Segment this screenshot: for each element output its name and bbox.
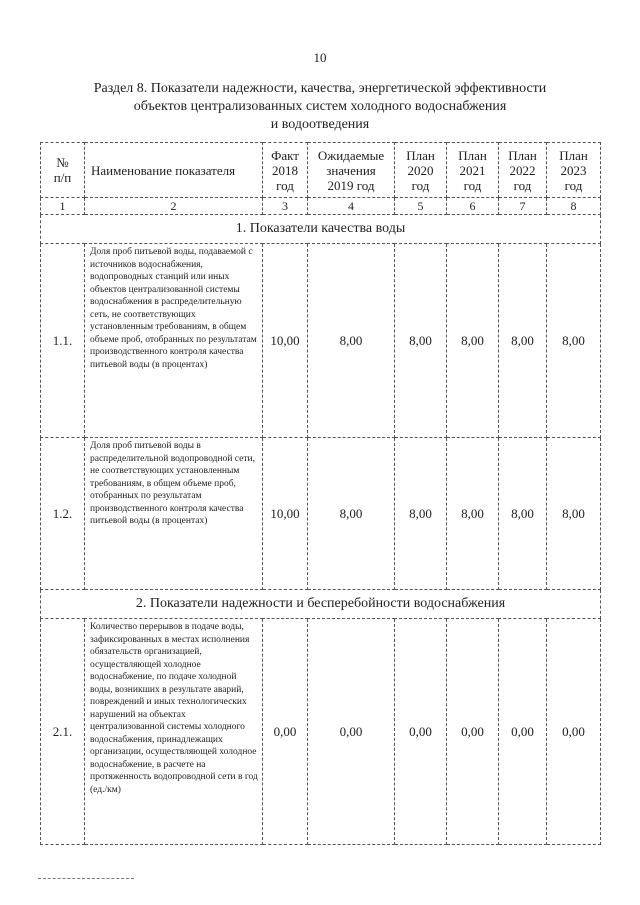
header-row	[41, 143, 601, 198]
section-title: 2. Показатели надежности и бесперебойности водоснабжения	[41, 590, 601, 619]
value-cell: 10,00	[263, 438, 308, 590]
column-number: 5	[395, 198, 447, 215]
value-cell: 8,00	[395, 438, 447, 590]
column-number: 3	[263, 198, 308, 215]
value-cell: 0,00	[263, 619, 308, 845]
column-number: 2	[85, 198, 263, 215]
value-cell: 0,00	[447, 619, 499, 845]
header-expected-2019: Ожидаемые значения 2019 год	[308, 143, 395, 198]
row-number: 1.1.	[41, 244, 85, 438]
section-header-row	[41, 590, 601, 619]
header-plan-2022: План 2022 год	[499, 143, 547, 198]
value-cell: 8,00	[447, 244, 499, 438]
value-cell: 10,00	[263, 244, 308, 438]
column-number: 8	[547, 198, 601, 215]
section-title: 1. Показатели качества воды	[41, 215, 601, 244]
header-plan-2021: План 2021 год	[447, 143, 499, 198]
row-number: 1.2.	[41, 438, 85, 590]
page-number: 10	[313, 50, 327, 65]
value-cell: 0,00	[499, 619, 547, 845]
indicator-name: Доля проб питьевой воды, подаваемой с источников водоснабжения, водопроводных станций или иных объектов централизованной системы водоснабжения в распределительную сеть, не соответствующих установленным требованиям, в общем объеме проб, отобранных по результатам производственного контроля качества питьевой воды (в процентах)	[85, 244, 263, 438]
indicators-table	[40, 142, 601, 845]
value-cell: 8,00	[308, 438, 395, 590]
column-number: 4	[308, 198, 395, 215]
column-number-row	[41, 198, 601, 215]
value-cell: 0,00	[547, 619, 601, 845]
value-cell: 0,00	[395, 619, 447, 845]
value-cell: 8,00	[547, 244, 601, 438]
title-line: и водоотведения	[270, 117, 370, 132]
title-line: объектов централизованных систем холодного водоснабжения	[133, 99, 507, 114]
value-cell: 0,00	[308, 619, 395, 845]
table-row	[41, 619, 601, 845]
column-number: 1	[41, 198, 85, 215]
header-plan-2023: План 2023 год	[547, 143, 601, 198]
table-row	[41, 438, 601, 590]
header-num: № п/п	[41, 143, 85, 198]
row-number: 2.1.	[41, 619, 85, 845]
header-plan-2020: План 2020 год	[395, 143, 447, 198]
value-cell: 8,00	[499, 438, 547, 590]
section-header-row	[41, 215, 601, 244]
page-title	[60, 80, 580, 134]
title-line: Раздел 8. Показатели надежности, качества, энергетической эффективности	[93, 81, 547, 96]
value-cell: 8,00	[308, 244, 395, 438]
indicator-name: Доля проб питьевой воды в распределительной водопроводной сети, не соответствующих установленным требованиям, в общем объеме проб, отобранных по результатам производственного контроля качества питьевой воды (в процентах)	[85, 438, 263, 590]
indicator-name: Количество перерывов в подаче воды, зафиксированных в местах исполнения обязательств организацией, осуществляющей холодное водоснабжение, по подаче холодной воды, возникших в результате аварий, повреждений и иных технологических нарушений на объектах централизованной системы холодного водоснабжения, принадлежащих организации, осуществляющей холодное водоснабжение, в расчете на протяженность водопроводной сети в год (ед./км)	[85, 619, 263, 845]
header-name: Наименование показателя	[85, 143, 263, 198]
header-fact-2018: Факт 2018 год	[263, 143, 308, 198]
column-number: 7	[499, 198, 547, 215]
value-cell: 8,00	[499, 244, 547, 438]
value-cell: 8,00	[547, 438, 601, 590]
column-number: 6	[447, 198, 499, 215]
footer-rule	[38, 878, 134, 879]
value-cell: 8,00	[447, 438, 499, 590]
value-cell: 8,00	[395, 244, 447, 438]
table-row	[41, 244, 601, 438]
